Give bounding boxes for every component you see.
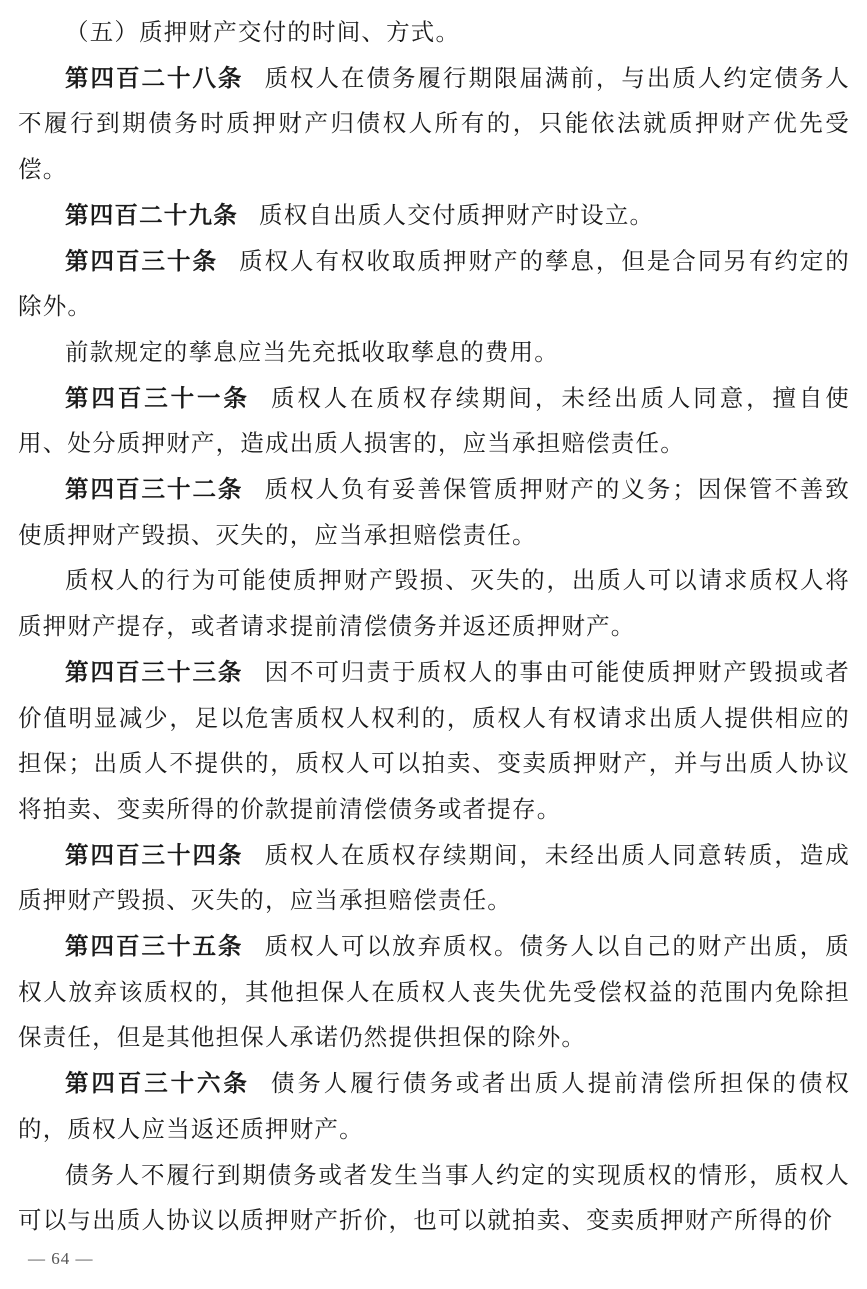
- document-body: [18, 10, 850, 1244]
- article-number: 第四百二十九条: [65, 200, 238, 229]
- article-436-para-2: [18, 1153, 850, 1244]
- article-434: [18, 833, 850, 924]
- article-429: [18, 193, 850, 239]
- page-number: — 64 —: [28, 1249, 94, 1268]
- article-text: 质权人在债务履行期限届满前，与出质人约定债务人不履行到期债务时质押财产归债权人所有的，只能依法就质押财产优先受偿。: [18, 63, 850, 184]
- article-428: [18, 56, 850, 193]
- article-435: [18, 924, 850, 1061]
- article-text: 债务人履行债务或者出质人提前清偿所担保的债权的，质权人应当返还质押财产。: [18, 1069, 850, 1143]
- article-text: 质权人可以放弃质权。债务人以自己的财产出质，质权人放弃该质权的，其他担保人在质权人丧失优先受偿权益的范围内免除担保责任，但是其他担保人承诺仍然提供担保的除外。: [18, 932, 850, 1052]
- article-number: 第四百三十条: [65, 246, 218, 275]
- article-text: 质权人在质权存续期间，未经出质人同意，擅自使用、处分质押财产，造成出质人损害的，应当承担赔偿责任。: [18, 383, 850, 458]
- article-430-para-2: [18, 330, 850, 376]
- paragraph-item-5: [18, 10, 850, 56]
- article-number: 第四百二十八条: [65, 63, 244, 92]
- article-431: [18, 376, 850, 467]
- article-number: 第四百三十一条: [65, 383, 250, 412]
- article-text: 质权人负有妥善保管质押财产的义务；因保管不善致使质押财产毁损、灭失的，应当承担赔偿责任。: [18, 475, 850, 549]
- article-436: [18, 1061, 850, 1152]
- article-430: [18, 239, 850, 330]
- article-number: 第四百三十三条: [65, 657, 244, 686]
- article-number: 第四百三十四条: [65, 840, 244, 869]
- paragraph-text: （五）质押财产交付的时间、方式。: [65, 18, 461, 46]
- article-432: [18, 467, 850, 558]
- article-text: 质权人在质权存续期间，未经出质人同意转质，造成质押财产毁损、灭失的，应当承担赔偿责任。: [18, 840, 850, 915]
- paragraph-text: 质权人的行为可能使质押财产毁损、灭失的，出质人可以请求质权人将质押财产提存，或者请求提前清偿债务并返还质押财产。: [18, 566, 850, 641]
- article-number: 第四百三十二条: [65, 475, 244, 504]
- paragraph-text: 债务人不履行到期债务或者发生当事人约定的实现质权的情形，质权人可以与出质人协议以质押财产折价，也可以就拍卖、变卖质押财产所得的价: [18, 1160, 850, 1235]
- article-number: 第四百三十六条: [65, 1069, 250, 1098]
- article-432-para-2: [18, 558, 850, 649]
- article-text: 因不可归责于质权人的事由可能使质押财产毁损或者价值明显减少，足以危害质权人权利的，质权人有权请求出质人提供相应的担保；出质人不提供的，质权人可以拍卖、变卖质押财产，并与出质人协议将拍卖、变卖所得的价款提前清偿债务或者提存。: [18, 657, 850, 823]
- article-text: 质权人有权收取质押财产的孳息，但是合同另有约定的除外。: [18, 246, 850, 321]
- article-text: 质权自出质人交付质押财产时设立。: [259, 200, 655, 229]
- article-433: [18, 650, 850, 833]
- paragraph-text: 前款规定的孳息应当先充抵收取孳息的费用。: [65, 337, 559, 366]
- article-number: 第四百三十五条: [65, 932, 244, 961]
